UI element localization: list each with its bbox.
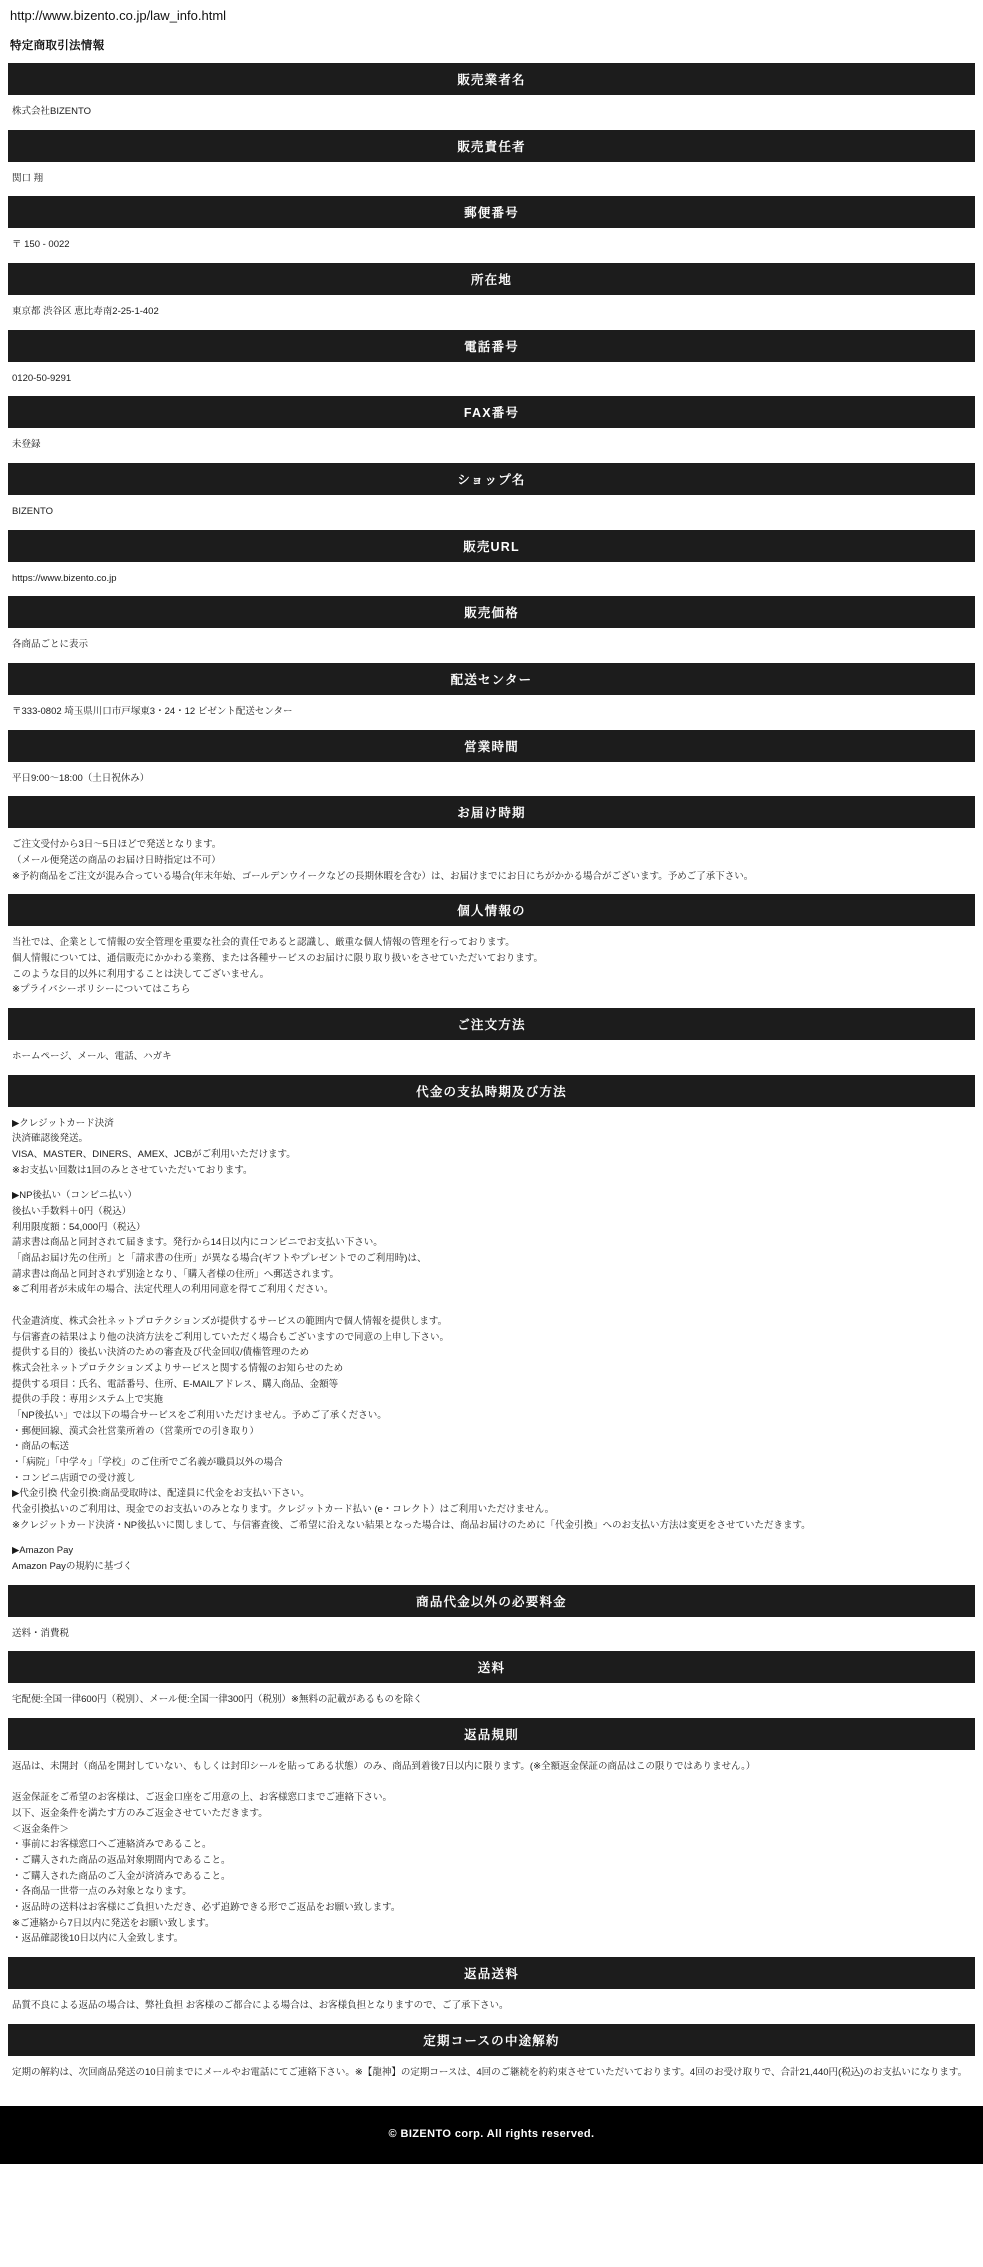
- law-section: [8, 263, 975, 330]
- section-heading: ショップ名: [8, 463, 975, 495]
- law-section: [8, 1585, 975, 1652]
- section-heading: 販売業者名: [8, 63, 975, 95]
- section-body: [8, 1040, 975, 1075]
- section-heading: 返品送料: [8, 1957, 975, 1989]
- body-line: （メール便発送の商品のお届け日時指定は不可）: [12, 855, 221, 867]
- body-line: ＜返金条件＞: [12, 1823, 70, 1835]
- body-line: ・事前にお客様窓口へご連絡済みであること。: [12, 1839, 212, 1851]
- body-line: ・返品時の送料はお客様にご負担いただき、必ず追跡できる形でご返品をお願い致します。: [12, 1901, 401, 1913]
- body-line: このような目的以外に利用することは決してございません。: [12, 968, 270, 980]
- payment-method-group: [12, 1188, 971, 1533]
- body-line: 平日9:00〜18:00（土日祝休み）: [12, 772, 150, 784]
- body-line: 定期の解約は、次回商品発送の10日前までにメールやお電話にてご連絡下さい。※【龍神】の定期コースは、4回のご継続を約約束させていただいております。4回のお受け取りで、合計21,440円(税込)のお支払いになります。: [12, 2066, 968, 2078]
- body-line: 与信審査の結果はより他の決済方法をご利用していただく場合もございますので同意の上申し下さい。: [12, 1331, 450, 1343]
- section-heading: 郵便番号: [8, 196, 975, 228]
- section-heading: 営業時間: [8, 730, 975, 762]
- section-heading: 販売責任者: [8, 130, 975, 162]
- section-body: [8, 428, 975, 463]
- body-line: VISA、MASTER、DINERS、AMEX、JCBがご利用いただけます。: [12, 1149, 296, 1161]
- body-line: 〒333-0802 埼玉県川口市戸塚東3・24・12 ビゼント配送センター: [12, 706, 293, 718]
- copyright-text: © BIZENTO corp. All rights reserved.: [388, 2128, 595, 2141]
- law-section: [8, 2024, 975, 2091]
- body-line: ・各商品一世帯一点のみ対象となります。: [12, 1886, 192, 1898]
- section-body: [8, 295, 975, 330]
- body-line: 請求書は商品と同封されて届きます。発行から14日以内にコンビニでお支払い下さい。: [12, 1237, 383, 1249]
- body-line: 提供する目的）後払い決済のための審査及び代金回収/債権管理のため: [12, 1347, 310, 1359]
- page-footer: [0, 2106, 983, 2164]
- law-section: [8, 1075, 975, 1585]
- payment-method-group: [12, 1116, 971, 1179]
- body-line: ・返品確認後10日以内に入金致します。: [12, 1933, 184, 1945]
- body-line: ・ご購入された商品のご入金が済済みであること。: [12, 1870, 231, 1882]
- body-line: 「NP後払い」では以下の場合サービスをご利用いただけません。予めご了承ください。: [12, 1409, 387, 1421]
- body-line: ・コンビニ店頭での受け渡し: [12, 1472, 136, 1484]
- body-line: 以下、返金条件を満たす方のみご返金させていただきます。: [12, 1807, 268, 1819]
- body-line: ※プライバシーポリシーについてはこちら: [12, 984, 191, 996]
- body-line: 0120-50-9291: [12, 372, 72, 384]
- body-line: 未登録: [12, 439, 41, 451]
- body-line: 利用限度額：54,000円（税込）: [12, 1221, 146, 1233]
- body-line: ・「病院」「中学々」「学校」のご住所でご名義が職員以外の場合: [12, 1456, 283, 1468]
- section-heading: FAX番号: [8, 396, 975, 428]
- section-body: [8, 695, 975, 730]
- body-line: ・ご購入された商品の返品対象期間内であること。: [12, 1854, 231, 1866]
- section-heading: 販売URL: [8, 530, 975, 562]
- section-body: [8, 828, 975, 894]
- payment-method-title: ▶Amazon Pay: [12, 1545, 74, 1557]
- body-line: [12, 1775, 971, 1791]
- body-line: 提供する項目：氏名、電話番号、住所、E-MAILアドレス、購入商品、金額等: [12, 1378, 339, 1390]
- section-body: [8, 1683, 975, 1718]
- law-section: [8, 663, 975, 730]
- law-section: [8, 330, 975, 397]
- body-line: 当社では、企業として情報の安全管理を重要な社会的責任であると認識し、厳重な個人情報の管理を行っております。: [12, 937, 515, 949]
- body-line: 返金保証をご希望のお客様は、ご返金口座をご用意の上、お客様窓口までご連絡下さい。: [12, 1792, 393, 1804]
- body-line: ※ご利用者が未成年の場合、法定代理人の利用同意を得てご利用ください。: [12, 1284, 334, 1296]
- body-line: 請求書は商品と同封されず別途となり、「購入者様の住所」へ郵送されます。: [12, 1268, 339, 1280]
- body-line: https://www.bizento.co.jp: [12, 572, 117, 584]
- body-line: 提供の手段：専用システム上で実施: [12, 1394, 164, 1406]
- law-section: [8, 530, 975, 597]
- body-line: ※予約商品をご注文が混み合っている場合(年末年始、ゴールデンウイークなどの長期休暇を含む）は、お届けまでにお日にちがかかる場合がございます。予めご了承下さい。: [12, 870, 754, 882]
- page-title: 特定商取引法情報: [10, 40, 105, 52]
- section-heading: 返品規則: [8, 1718, 975, 1750]
- document-content: [0, 33, 983, 2090]
- law-section: [8, 796, 975, 894]
- payment-method-title: ▶NP後払い（コンビニ払い）: [12, 1190, 138, 1202]
- section-heading: 電話番号: [8, 330, 975, 362]
- body-line: ※お支払い回数は1回のみとさせていただいております。: [12, 1164, 253, 1176]
- body-line: [12, 1298, 971, 1314]
- law-section: [8, 1718, 975, 1957]
- browser-url-bar[interactable]: [0, 0, 983, 33]
- body-line: ご注文受付から3日〜5日ほどで発送となります。: [12, 839, 222, 851]
- section-heading: 販売価格: [8, 596, 975, 628]
- body-line: ※クレジットカード決済・NP後払いに関しまして、与信審査後、ご希望に沿えない結果となった場合は、商品お届けのために「代金引換」へのお支払い方法は変更をさせていただきます。: [12, 1519, 811, 1531]
- body-line: 東京都 渋谷区 恵比寿南2-25-1-402: [12, 306, 159, 318]
- law-section: [8, 730, 975, 797]
- body-line: 送料・消費税: [12, 1627, 70, 1639]
- body-line: 〒 150 - 0022: [12, 239, 70, 251]
- section-body: [8, 95, 975, 130]
- law-section: [8, 894, 975, 1008]
- law-section: [8, 596, 975, 663]
- section-heading: 商品代金以外の必要料金: [8, 1585, 975, 1617]
- body-line: 各商品ごとに表示: [12, 639, 89, 651]
- section-heading: 個人情報の: [8, 894, 975, 926]
- section-body: [8, 762, 975, 797]
- law-section: [8, 396, 975, 463]
- body-line: 株式会社ネットプロテクションズよりサービスと関する情報のお知らせのため: [12, 1362, 344, 1374]
- body-line: BIZENTO: [12, 506, 53, 518]
- law-section: [8, 1651, 975, 1718]
- section-heading: お届け時期: [8, 796, 975, 828]
- section-body: [8, 1107, 975, 1585]
- body-line: 代金遣済度、株式会社ネットプロテクションズが提供するサービスの範囲内で個人情報を提供します。: [12, 1315, 448, 1327]
- body-line: 株式会社BIZENTO: [12, 106, 91, 117]
- sections-container: [8, 63, 975, 2090]
- body-line: 後払い手数料＋0円（税込）: [12, 1206, 132, 1218]
- section-body: [8, 1617, 975, 1652]
- section-body: [8, 162, 975, 197]
- body-line: ・商品の転送: [12, 1441, 70, 1453]
- section-body: [8, 2056, 975, 2091]
- section-heading: 定期コースの中途解約: [8, 2024, 975, 2056]
- body-line: ホームページ、メール、電話、ハガキ: [12, 1051, 172, 1063]
- body-line: 「商品お届け先の住所」と「請求書の住所」が異なる場合(ギフトやプレゼントでのご利用時)は、: [12, 1253, 427, 1265]
- body-line: ※ご連絡から7日以内に発送をお願い致します。: [12, 1917, 215, 1929]
- law-section: [8, 1957, 975, 2024]
- body-line: 個人情報については、通信販売にかかわる業務、または各種サービスのお届けに限り取り扱いをさせていただいております。: [12, 953, 544, 965]
- law-section: [8, 1008, 975, 1075]
- law-section: [8, 196, 975, 263]
- section-body: [8, 926, 975, 1008]
- section-body: [8, 362, 975, 397]
- section-heading: 代金の支払時期及び方法: [8, 1075, 975, 1107]
- section-body: [8, 1750, 975, 1957]
- section-body: [8, 562, 975, 597]
- body-line: 品質不良による返品の場合は、弊社負担 お客様のご都合による場合は、お客様負担となりますので、ご了承下さい。: [12, 1999, 509, 2011]
- section-heading: ご注文方法: [8, 1008, 975, 1040]
- body-line: Amazon Payの規約に基づく: [12, 1560, 133, 1572]
- url-text: http://www.bizento.co.jp/law_info.html: [10, 8, 227, 23]
- law-section: [8, 63, 975, 130]
- body-line: 代金引換払いのご利用は、現金でのお支払いのみとなります。クレジットカード払い (e・コレクト）はご利用いただけません。: [12, 1503, 555, 1515]
- section-heading: 配送センター: [8, 663, 975, 695]
- body-line: ・郵便回線、漢式会社営業所着の（営業所での引き取り）: [12, 1425, 260, 1437]
- body-line: 返品は、未開封（商品を開封していない、もしくは封印シールを貼ってある状態）のみ、商品到着後7日以内に限ります。(※全額返金保証の商品はこの限りではありません。）: [12, 1760, 756, 1772]
- law-section: [8, 130, 975, 197]
- section-heading: 所在地: [8, 263, 975, 295]
- body-line: 関口 翔: [12, 172, 44, 184]
- section-body: [8, 495, 975, 530]
- body-line: 決済確認後発送。: [12, 1133, 89, 1145]
- law-section: [8, 463, 975, 530]
- section-body: [8, 1989, 975, 2024]
- body-line: 宅配便:全国一律600円（税別）、メール便:全国一律300円（税別）※無料の記載があるものを除く: [12, 1694, 423, 1706]
- section-body: [8, 628, 975, 663]
- payment-method-title: ▶クレジットカード決済: [12, 1117, 114, 1129]
- section-heading: 送料: [8, 1651, 975, 1683]
- payment-method-group: [12, 1543, 971, 1574]
- body-line: ▶代金引換 代金引換:商品受取時は、配達員に代金をお支払い下さい。: [12, 1488, 310, 1500]
- section-body: [8, 228, 975, 263]
